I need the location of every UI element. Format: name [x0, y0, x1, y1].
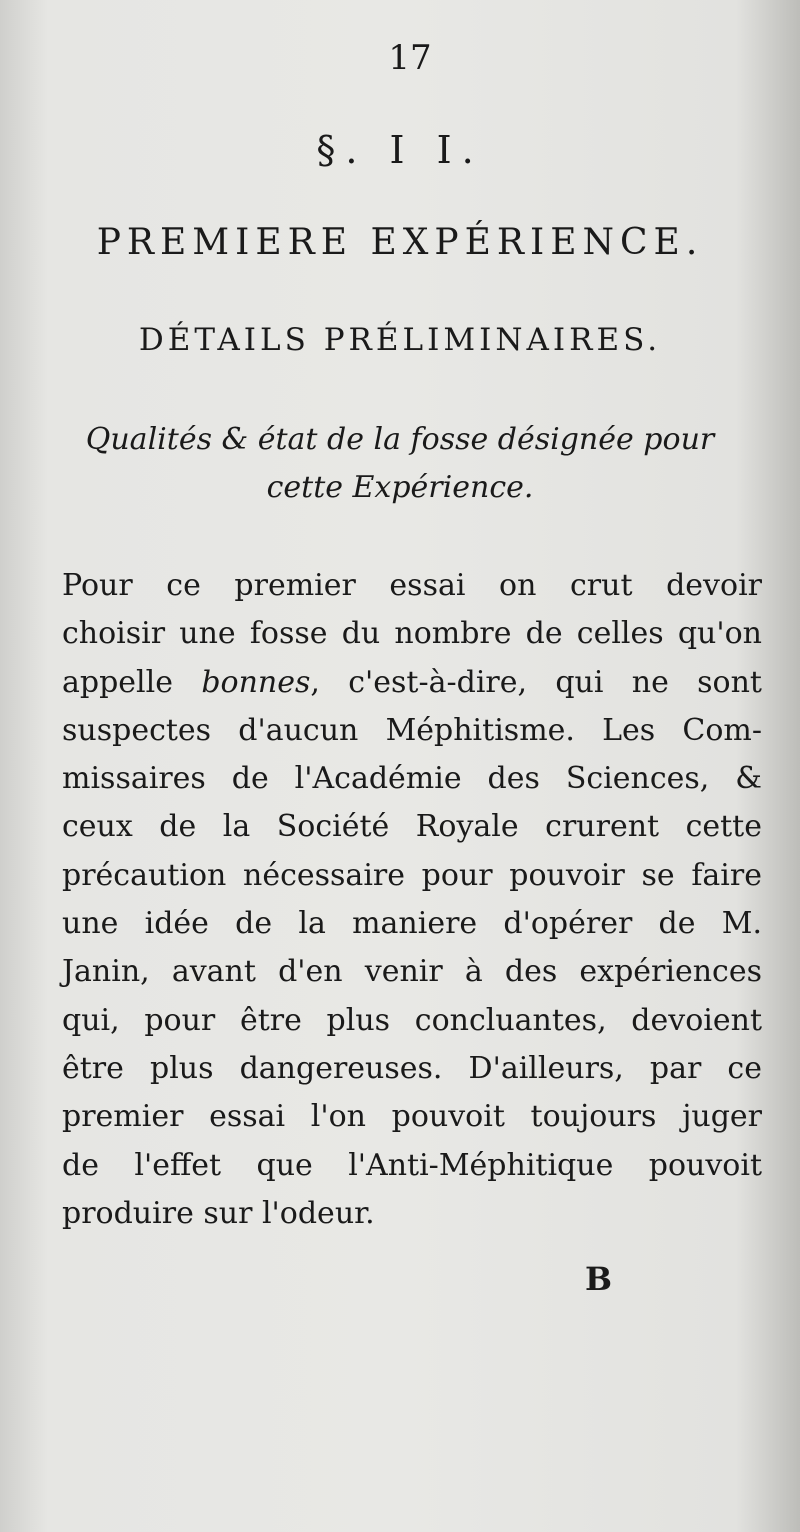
- page-title: PREMIERE EXPÉRIENCE.: [96, 222, 704, 263]
- body-line: une idée de la maniere d'opérer de M.: [62, 906, 762, 942]
- catchword: B: [585, 1260, 613, 1298]
- body-text: [62, 562, 762, 1238]
- section-mark: §. I I.: [316, 128, 484, 172]
- body-line: choisir une fosse du nombre de celles qu'on: [62, 616, 762, 652]
- heading-line-1: Qualités & état de la fosse désignée pour: [85, 422, 715, 457]
- italic-word: bonnes: [201, 664, 311, 700]
- body-line: ceux de la Société Royale crurent cette: [62, 809, 762, 845]
- body-line: Pour ce premier essai on crut devoir: [62, 568, 762, 603]
- body-line: de l'effet que l'Anti-Méphitique pouvoit: [62, 1147, 762, 1183]
- body-line: précaution nécessaire pour pouvoir se faire: [62, 857, 762, 893]
- body-line: Janin, avant d'en venir à des expériences: [62, 954, 762, 990]
- body-line: qui, pour être plus concluantes, devoient: [62, 1002, 762, 1038]
- body-text-span: appelle: [62, 664, 173, 700]
- body-line: être plus dangereuses. D'ailleurs, par ce: [62, 1050, 762, 1086]
- body-line: produire sur l'odeur.: [62, 1195, 375, 1231]
- body-line: [62, 659, 762, 707]
- page-number: 17: [388, 38, 432, 78]
- body-text-span: , c'est-à-dire, qui ne sont: [310, 664, 762, 700]
- body-line: missaires de l'Académie des Sciences, &: [62, 761, 762, 797]
- body-line: suspectes d'aucun Méphitisme. Les Com-: [62, 712, 762, 748]
- heading-line-2: cette Expérience.: [266, 470, 534, 505]
- body-line: premier essai l'on pouvoit toujours juger: [62, 1099, 762, 1135]
- page-subtitle: DÉTAILS PRÉLIMINAIRES.: [138, 322, 662, 358]
